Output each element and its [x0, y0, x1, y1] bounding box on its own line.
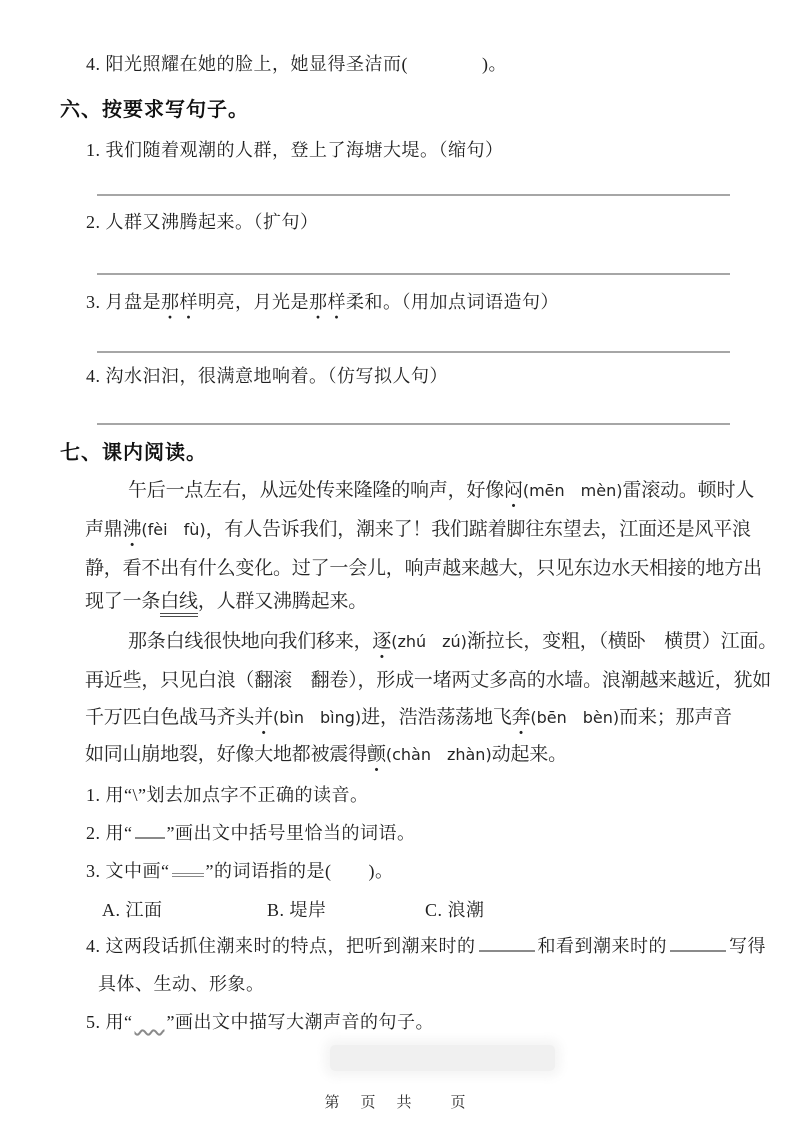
text-segment: 午后一点左右，从远处传来隆隆的响声，好像	[128, 480, 505, 501]
option-a: A. 江面	[102, 900, 163, 920]
dot-segment: 并	[254, 707, 274, 728]
passage-para2-line1	[128, 630, 777, 655]
text-segment: 和看到潮来时的	[537, 936, 667, 956]
text-segment: 4. 这两段话抓住潮来时的特点，把听到潮来时的	[86, 936, 476, 956]
passage-para2-line2	[85, 669, 771, 694]
dot-segment: 颤	[367, 744, 386, 765]
text-segment: 如同山崩地裂，好像大地都被震得	[85, 744, 368, 765]
py-segment: (bēn bèn)	[530, 708, 620, 727]
dot-segment: 样	[327, 292, 346, 312]
py-segment: (fèi fù)	[141, 520, 206, 539]
text-segment: 柔和。（用加点词语造句）	[346, 292, 559, 312]
dot-segment: 闷	[504, 480, 523, 501]
blankw-segment	[135, 1012, 165, 1032]
dot-segment: 沸	[122, 519, 142, 540]
blank1-segment	[135, 823, 165, 839]
text-segment: ”画出文中括号里恰当的词语。	[166, 823, 416, 843]
dot-segment: 那	[161, 292, 180, 312]
text-segment: 3. 文中画“	[86, 861, 170, 881]
passage-para2-line3	[85, 706, 732, 731]
section7-question-2	[86, 822, 416, 845]
dot-segment: 那	[309, 292, 328, 312]
text-segment: 再近些，只见白浪（翻滚 翻卷），形成一堵两丈多高的水墙。浪潮越来越近，犹如	[85, 670, 772, 691]
blank2-segment	[172, 861, 204, 877]
text-segment: 3. 月盘是	[86, 292, 161, 312]
footer-page-label: 第 页 共 页	[324, 1094, 469, 1111]
text-segment: 进，浩浩荡荡地飞	[361, 707, 512, 728]
dul-segment: 白线	[160, 591, 198, 617]
text-segment: ，有人告诉我们，潮来了！我们踮着脚往东望去，江面还是风平浪	[205, 519, 751, 540]
text-segment: 明亮，月光是	[198, 292, 309, 312]
section-7-title: 七、课内阅读。	[60, 442, 207, 464]
dot-segment: 逐	[372, 631, 392, 652]
py-segment: (bìn bìng)	[273, 708, 362, 727]
answer-line-3	[97, 351, 730, 353]
text-segment: 现了一条	[85, 591, 161, 612]
passage-para1-line4	[85, 590, 367, 615]
dot-segment: 样	[179, 292, 198, 312]
blank4-segment	[670, 936, 726, 952]
section7-question-1: 1. 用“\”划去加点字不正确的读音。	[86, 785, 369, 805]
text-segment: 而来；那声音	[619, 707, 732, 728]
blank4-segment	[479, 936, 535, 952]
text-segment: ，人群又沸腾起来。	[197, 591, 368, 612]
scan-artifact	[330, 1045, 555, 1071]
text-segment: 渐拉长，变粗，（横卧 横贯）江面。	[466, 631, 778, 652]
section6-question-1: 1. 我们随着观潮的人群，登上了海塘大堤。（缩句）	[86, 140, 504, 160]
text-segment: 静，看不出有什么变化。过了一会儿，响声越来越大，只见东边水天相接的地方出	[85, 558, 762, 579]
question-3-options	[0, 896, 793, 922]
section7-question-5	[86, 1011, 434, 1034]
section7-question-3	[86, 860, 393, 883]
section7-question-4-line2: 具体、生动、形象。	[98, 974, 265, 994]
text-segment: 那条白线很快地向我们移来，	[128, 631, 373, 652]
answer-line-1	[97, 194, 730, 196]
option-b: B. 堤岸	[267, 900, 327, 920]
dot-segment: 奔	[511, 707, 531, 728]
text-segment: 2. 用“	[86, 823, 133, 843]
py-segment: (mēn mèn)	[522, 481, 623, 500]
section6-question-2: 2. 人群又沸腾起来。（扩句）	[86, 212, 319, 232]
text-segment: 动起来。	[491, 744, 567, 765]
text-segment: 5. 用“	[86, 1012, 133, 1032]
section6-question-4: 4. 沟水汩汩，很满意地响着。（仿写拟人句）	[86, 366, 448, 386]
passage-para1-line1	[128, 479, 754, 504]
text-segment: ”的词语指的是( )。	[205, 861, 394, 881]
answer-line-2	[97, 273, 730, 275]
passage-para1-line2	[85, 518, 751, 543]
section6-question-3	[86, 291, 559, 314]
text-segment: 写得	[729, 936, 766, 956]
text-segment: 雷滚动。顿时人	[622, 480, 755, 501]
option-c: C. 浪潮	[425, 900, 485, 920]
section-6-title: 六、按要求写句子。	[60, 99, 249, 121]
py-segment: (zhú zú)	[391, 632, 467, 651]
passage-para1-line3	[85, 557, 762, 582]
text-segment: 千万匹白色战马齐头	[85, 707, 255, 728]
passage-para2-line4	[85, 743, 567, 768]
text-segment: ”画出文中描写大潮声音的句子。	[166, 1012, 434, 1032]
text-segment: 声鼎	[85, 519, 123, 540]
py-segment: (chàn zhàn)	[385, 745, 492, 764]
answer-line-4	[97, 423, 730, 425]
section7-question-4-line1	[86, 935, 766, 958]
question-sacred-fill-blank: 4. 阳光照耀在她的脸上，她显得圣洁而( )。	[86, 54, 507, 74]
